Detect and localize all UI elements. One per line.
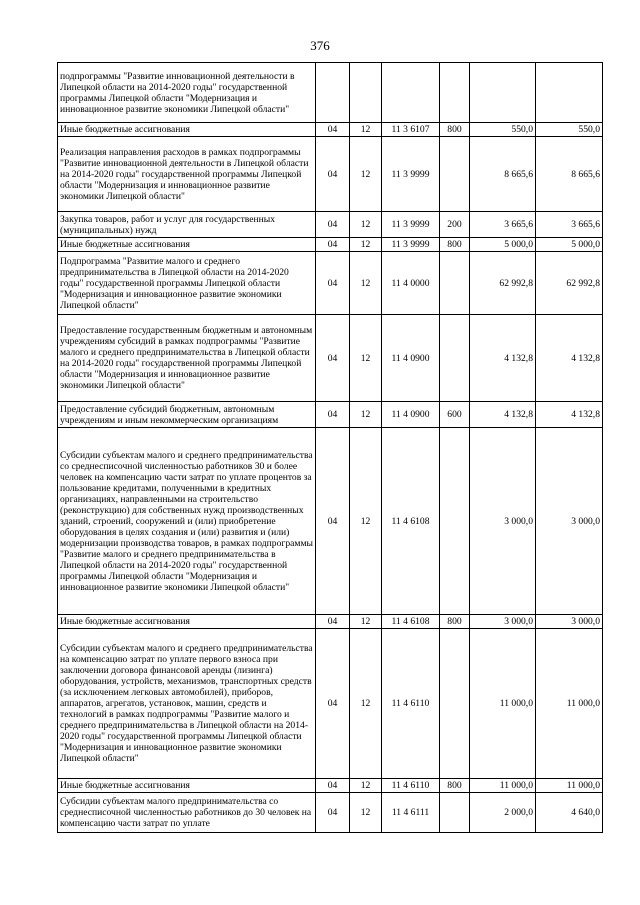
subsection-cell: 12 xyxy=(350,212,382,238)
table-row xyxy=(58,793,603,833)
subsection-cell: 12 xyxy=(350,137,382,212)
subsection-cell: 12 xyxy=(350,779,382,793)
subsection-cell: 12 xyxy=(350,615,382,629)
target-article-cell: 11 3 9999 xyxy=(382,212,440,238)
expense-type-cell: 800 xyxy=(440,238,470,252)
expense-type-cell xyxy=(440,315,470,402)
amount-total-cell: 3 000,0 xyxy=(536,428,603,615)
table-row xyxy=(58,252,603,315)
table-row xyxy=(58,123,603,137)
chapter-cell: 04 xyxy=(316,793,350,833)
subsection-cell: 12 xyxy=(350,629,382,779)
table-row xyxy=(58,402,603,428)
amount-total-cell: 3 000,0 xyxy=(536,615,603,629)
expense-type-cell xyxy=(440,629,470,779)
expense-name-cell: Иные бюджетные ассигнования xyxy=(58,123,316,137)
amount-total-cell xyxy=(536,63,603,123)
amount-total-cell: 550,0 xyxy=(536,123,603,137)
amount-cell: 8 665,6 xyxy=(470,137,536,212)
amount-cell: 3 665,6 xyxy=(470,212,536,238)
target-article-cell: 11 3 9999 xyxy=(382,238,440,252)
table-row xyxy=(58,428,603,615)
subsection-cell: 12 xyxy=(350,252,382,315)
chapter-cell: 04 xyxy=(316,428,350,615)
expense-name-cell: Реализация направления расходов в рамках подпрограммы "Развитие инновационной деятельности в Липецкой области на 2014-2020 годы" государственной программы Липецкой области "Модернизация и инновационное развитие экономики Липецкой области" xyxy=(58,137,316,212)
target-article-cell: 11 4 6110 xyxy=(382,779,440,793)
expense-name-cell: Субсидии субъектам малого и среднего предпринимательства со среднесписочной численностью работников 30 и более человек на компенсацию части затрат по уплате процентов за пользование кредитами, полученными в кредитных организациях, направленными на строительство (реконструкцию) для собственных нужд производственных зданий, строений, сооружений и (или) приобретение оборудования в целях создания и (или) развития и (или) модернизации производства товаров, в рамках подпрограммы "Развитие малого и среднего предпринимательства в Липецкой области на 2014-2020 годы" государственной программы Липецкой области "Модернизация и инновационное развитие экономики Липецкой области" xyxy=(58,428,316,615)
expense-name-cell: Иные бюджетные ассигнования xyxy=(58,238,316,252)
expense-name-cell: подпрограммы "Развитие инновационной деятельности в Липецкой области на 2014-2020 годы" государственной программы Липецкой области "Модернизация и инновационное развитие экономики Липецкой области" xyxy=(58,63,316,123)
table-row xyxy=(58,212,603,238)
amount-cell xyxy=(470,63,536,123)
amount-cell: 4 132,8 xyxy=(470,402,536,428)
expense-name-cell: Предоставление государственным бюджетным и автономным учреждениям субсидий в рамках подпрограммы "Развитие малого и среднего предпринимательства в Липецкой области на 2014-2020 годы" государственной программы Липецкой области "Модернизация и инновационное развитие экономики Липецкой области" xyxy=(58,315,316,402)
expense-type-cell xyxy=(440,63,470,123)
subsection-cell: 12 xyxy=(350,793,382,833)
amount-total-cell: 11 000,0 xyxy=(536,629,603,779)
amount-total-cell: 4 132,8 xyxy=(536,402,603,428)
chapter-cell: 04 xyxy=(316,615,350,629)
amount-cell: 5 000,0 xyxy=(470,238,536,252)
amount-total-cell: 62 992,8 xyxy=(536,252,603,315)
table-row xyxy=(58,238,603,252)
expense-type-cell: 800 xyxy=(440,123,470,137)
expense-type-cell xyxy=(440,252,470,315)
amount-total-cell: 4 640,0 xyxy=(536,793,603,833)
expense-name-cell: Иные бюджетные ассигнования xyxy=(58,779,316,793)
page-number: 376 xyxy=(310,38,330,53)
expense-name-cell: Субсидии субъектам малого предпринимательства со среднесписочной численностью работников до 30 человек на компенсацию части затрат по уплате xyxy=(58,793,316,833)
target-article-cell: 11 4 6108 xyxy=(382,615,440,629)
expense-name-cell: Иные бюджетные ассигнования xyxy=(58,615,316,629)
target-article-cell: 11 4 0000 xyxy=(382,252,440,315)
expense-type-cell: 800 xyxy=(440,615,470,629)
expense-name-cell: Подпрограмма "Развитие малого и среднего предпринимательства в Липецкой области на 2014-2020 годы" государственной программы Липецкой области "Модернизация и инновационное развитие экономики Липецкой области" xyxy=(58,252,316,315)
chapter-cell: 04 xyxy=(316,779,350,793)
amount-cell: 4 132,8 xyxy=(470,315,536,402)
chapter-cell: 04 xyxy=(316,315,350,402)
table-row xyxy=(58,779,603,793)
table-row xyxy=(58,615,603,629)
table-row xyxy=(58,137,603,212)
expense-type-cell xyxy=(440,793,470,833)
target-article-cell: 11 3 9999 xyxy=(382,137,440,212)
amount-cell: 62 992,8 xyxy=(470,252,536,315)
table-row xyxy=(58,315,603,402)
amount-total-cell: 8 665,6 xyxy=(536,137,603,212)
subsection-cell: 12 xyxy=(350,402,382,428)
amount-cell: 3 000,0 xyxy=(470,615,536,629)
expense-name-cell: Закупка товаров, работ и услуг для государственных (муниципальных) нужд xyxy=(58,212,316,238)
expense-type-cell: 800 xyxy=(440,779,470,793)
expense-type-cell xyxy=(440,428,470,615)
expense-name-cell: Предоставление субсидий бюджетным, автономным учреждениям и иным некоммерческим организациям xyxy=(58,402,316,428)
table-row xyxy=(58,629,603,779)
amount-total-cell: 3 665,6 xyxy=(536,212,603,238)
subsection-cell: 12 xyxy=(350,123,382,137)
expense-type-cell: 600 xyxy=(440,402,470,428)
target-article-cell: 11 4 6108 xyxy=(382,428,440,615)
amount-cell: 11 000,0 xyxy=(470,779,536,793)
amount-total-cell: 4 132,8 xyxy=(536,315,603,402)
expense-type-cell xyxy=(440,137,470,212)
expense-name-cell: Субсидии субъектам малого и среднего предпринимательства на компенсацию затрат по уплате первого взноса при заключении договора финансовой аренды (лизинга) оборудования, устройств, механизмов, транспортных средств (за исключением легковых автомобилей), приборов, аппаратов, агрегатов, установок, машин, средств и технологий в рамках подпрограммы "Развитие малого и среднего предпринимательства в Липецкой области на 2014-2020 годы" государственной программы Липецкой области "Модернизация и инновационное развитие экономики Липецкой области" xyxy=(58,629,316,779)
target-article-cell xyxy=(382,63,440,123)
target-article-cell: 11 4 0900 xyxy=(382,315,440,402)
chapter-cell: 04 xyxy=(316,137,350,212)
chapter-cell: 04 xyxy=(316,629,350,779)
target-article-cell: 11 4 6111 xyxy=(382,793,440,833)
subsection-cell: 12 xyxy=(350,428,382,615)
target-article-cell: 11 4 6110 xyxy=(382,629,440,779)
subsection-cell: 12 xyxy=(350,315,382,402)
chapter-cell: 04 xyxy=(316,252,350,315)
amount-cell: 11 000,0 xyxy=(470,629,536,779)
subsection-cell xyxy=(350,63,382,123)
amount-cell: 2 000,0 xyxy=(470,793,536,833)
budget-table xyxy=(57,62,603,833)
amount-total-cell: 5 000,0 xyxy=(536,238,603,252)
amount-cell: 550,0 xyxy=(470,123,536,137)
chapter-cell xyxy=(316,63,350,123)
expense-type-cell: 200 xyxy=(440,212,470,238)
amount-cell: 3 000,0 xyxy=(470,428,536,615)
chapter-cell: 04 xyxy=(316,238,350,252)
amount-total-cell: 11 000,0 xyxy=(536,779,603,793)
table-row xyxy=(58,63,603,123)
target-article-cell: 11 4 0900 xyxy=(382,402,440,428)
subsection-cell: 12 xyxy=(350,238,382,252)
chapter-cell: 04 xyxy=(316,402,350,428)
chapter-cell: 04 xyxy=(316,212,350,238)
target-article-cell: 11 3 6107 xyxy=(382,123,440,137)
chapter-cell: 04 xyxy=(316,123,350,137)
